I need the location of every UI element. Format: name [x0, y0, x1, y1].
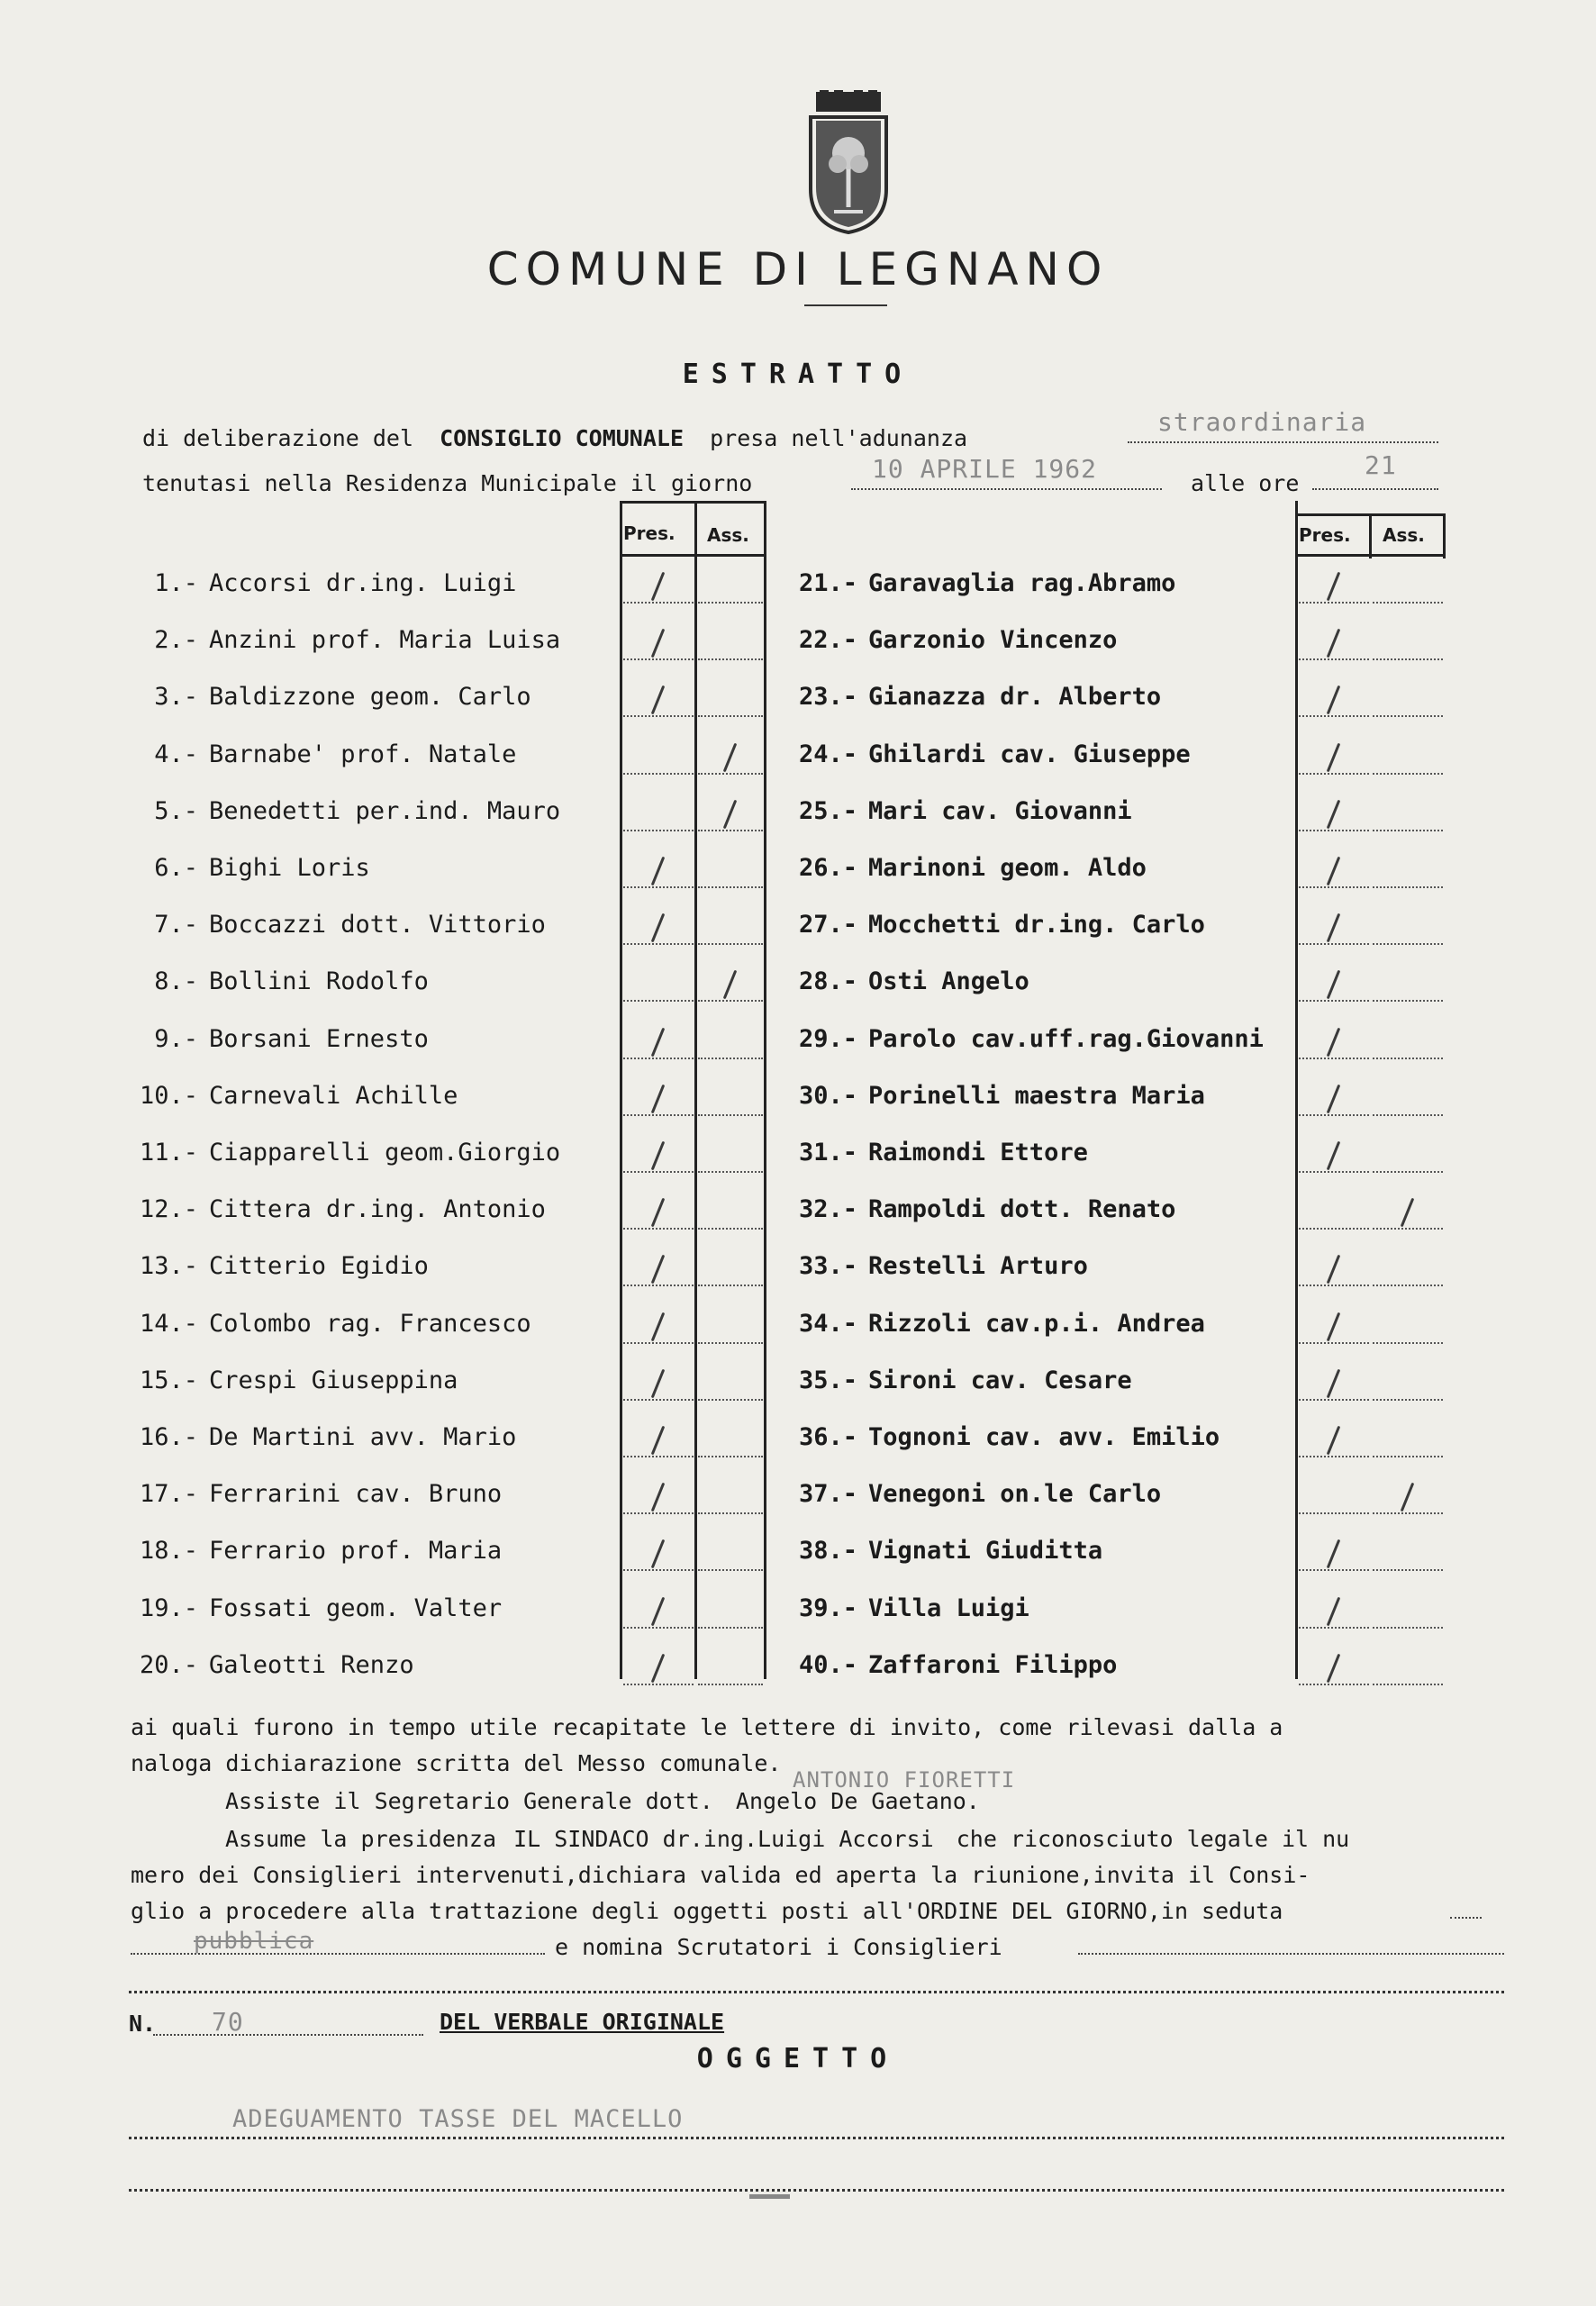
member-row-right — [775, 1594, 1029, 1622]
member-number: 7.- — [154, 911, 198, 940]
member-name: Bollini Rodolfo — [209, 967, 429, 996]
divider-1 — [129, 1991, 1504, 1993]
member-row-right — [775, 740, 1191, 768]
ass-cell — [1373, 1569, 1443, 1571]
member-name: Mocchetti dr.ing. Carlo — [868, 911, 1205, 940]
check-mark-icon — [651, 1653, 666, 1683]
ass-cell — [698, 715, 763, 717]
member-name: Zaffaroni Filippo — [868, 1650, 1118, 1679]
check-mark-icon — [651, 1426, 666, 1456]
invitation-line-2: naloga dichiarazione scritta del Messo comunale. — [131, 1750, 782, 1776]
pres-cell — [623, 602, 694, 604]
hour-field — [1312, 483, 1438, 490]
ass-cell — [698, 1456, 763, 1457]
member-number: 27.- — [798, 911, 857, 940]
pres-cell — [1299, 1684, 1369, 1685]
ass-cell — [698, 1114, 763, 1116]
member-number: 10.- — [139, 1081, 198, 1110]
pres-cell — [623, 886, 694, 888]
left-header-bottom — [620, 554, 766, 557]
ass-cell — [1373, 1684, 1443, 1685]
ass-cell — [698, 1512, 763, 1514]
intro-location: tenutasi nella Residenza Municipale il giorno — [142, 470, 753, 496]
verbale-label: DEL VERBALE ORIGINALE — [440, 2009, 725, 2035]
member-name: Cittera dr.ing. Antonio — [209, 1195, 546, 1224]
ass-cell — [698, 1627, 763, 1629]
left-ass-header: Ass. — [707, 524, 749, 546]
member-row-left — [119, 1594, 502, 1622]
member-number: 24.- — [798, 740, 857, 768]
pres-cell — [1299, 1456, 1369, 1457]
member-name: Carnevali Achille — [209, 1081, 458, 1110]
right-header-top — [1295, 513, 1446, 516]
member-row-right — [775, 1025, 1264, 1053]
check-mark-icon — [1327, 1312, 1341, 1341]
member-name: Crespi Giuseppina — [209, 1366, 458, 1394]
member-number: 8.- — [154, 967, 198, 996]
member-name: Citterio Egidio — [209, 1252, 429, 1281]
pres-cell — [1299, 1000, 1369, 1002]
member-number: 16.- — [139, 1423, 198, 1451]
member-name: Raimondi Ettore — [868, 1139, 1088, 1167]
member-name: Accorsi dr.ing. Luigi — [209, 569, 517, 597]
member-number: 40.- — [798, 1650, 857, 1679]
secretary-prefix: Assiste il Segretario Generale dott. — [225, 1788, 713, 1814]
member-name: Ghilardi cav. Giuseppe — [868, 740, 1191, 768]
member-row-right — [775, 1195, 1175, 1223]
pres-cell — [1299, 1399, 1369, 1401]
member-number: 9.- — [154, 1024, 198, 1053]
check-mark-icon — [1327, 1539, 1341, 1569]
check-mark-icon — [651, 1596, 666, 1626]
right-grid-line-1 — [1295, 501, 1298, 1679]
ass-cell — [698, 1058, 763, 1059]
session-field — [1128, 436, 1438, 443]
member-name: Bighi Loris — [209, 854, 370, 882]
member-row-right — [775, 1252, 1088, 1280]
member-row-left — [119, 1082, 458, 1110]
check-mark-icon — [1327, 1653, 1341, 1683]
ass-cell — [698, 1569, 763, 1571]
member-name: Venegoni on.le Carlo — [868, 1480, 1162, 1509]
pres-cell — [1299, 1569, 1369, 1571]
check-mark-icon — [651, 1255, 666, 1285]
member-number: 6.- — [154, 854, 198, 882]
ass-cell — [698, 1000, 763, 1002]
member-name: Villa Luigi — [868, 1593, 1029, 1622]
member-name: Boccazzi dott. Vittorio — [209, 911, 546, 940]
president-line — [225, 1821, 1576, 1857]
left-grid-line-2 — [694, 501, 697, 1679]
oggetto-line-1 — [129, 2137, 1504, 2139]
session-type-stamp: straordinaria — [1157, 407, 1367, 437]
oggetto-line-2 — [129, 2189, 1504, 2192]
member-number: 4.- — [154, 740, 198, 768]
intro-line-1 — [142, 425, 967, 451]
member-number: 19.- — [139, 1593, 198, 1622]
member-number: 12.- — [139, 1195, 198, 1224]
pres-cell — [1299, 830, 1369, 831]
member-name: Rampoldi dott. Renato — [868, 1195, 1176, 1224]
member-row-right — [775, 1366, 1132, 1394]
pres-cell — [623, 1342, 694, 1344]
check-mark-icon — [723, 742, 738, 772]
check-mark-icon — [651, 1539, 666, 1569]
member-number: 2.- — [154, 626, 198, 655]
check-mark-icon — [651, 629, 666, 658]
member-number: 30.- — [798, 1081, 857, 1110]
member-name: Porinelli maestra Maria — [868, 1081, 1205, 1110]
member-name: Garzonio Vincenzo — [868, 626, 1118, 655]
president-line-2: mero dei Consiglieri intervenuti,dichiara valida ed aperta la riunione,invita il Consi- — [131, 1862, 1310, 1888]
check-mark-icon — [1327, 857, 1341, 886]
member-name: Vignati Giuditta — [868, 1537, 1103, 1566]
member-name: Borsani Ernesto — [209, 1024, 429, 1053]
member-number: 33.- — [798, 1252, 857, 1281]
member-number: 38.- — [798, 1537, 857, 1566]
secretary-name: Angelo De Gaetano. — [735, 1788, 980, 1814]
president-name: IL SINDACO dr.ing.Luigi Accorsi — [513, 1826, 934, 1852]
hour-stamp: 21 — [1365, 450, 1397, 480]
seduta-field — [131, 1947, 545, 1955]
ass-cell — [698, 943, 763, 945]
check-mark-icon — [651, 1368, 666, 1398]
pres-cell — [623, 1684, 694, 1685]
member-number: 36.- — [798, 1423, 857, 1451]
oggetto-label: OGGETTO — [696, 2043, 900, 2074]
check-mark-icon — [1327, 1255, 1341, 1285]
pres-cell — [623, 773, 694, 775]
member-name: Parolo cav.uff.rag.Giovanni — [868, 1024, 1264, 1053]
member-row-right — [775, 1310, 1205, 1338]
member-number: 5.- — [154, 796, 198, 825]
president-prefix: Assume la presidenza — [225, 1826, 497, 1852]
member-number: 1.- — [154, 569, 198, 597]
ass-cell — [1373, 1627, 1443, 1629]
check-mark-icon — [723, 799, 738, 829]
president-line-3: glio a procedere alla trattazione degli oggetti posti all'ORDINE DEL GIORNO,in seduta — [131, 1898, 1283, 1924]
check-mark-icon — [723, 970, 738, 1000]
member-number: 21.- — [798, 569, 857, 597]
verbale-number-label: N. — [129, 2011, 157, 2037]
check-mark-icon — [1327, 742, 1341, 772]
seduta-stamp: pubblica — [194, 1928, 314, 1955]
member-name: Mari cav. Giovanni — [868, 796, 1132, 825]
member-number: 15.- — [139, 1366, 198, 1394]
pres-cell — [623, 943, 694, 945]
member-number: 28.- — [798, 967, 857, 996]
check-mark-icon — [651, 1312, 666, 1341]
ass-cell — [1373, 773, 1443, 775]
check-mark-icon — [1327, 1084, 1341, 1113]
member-number: 31.- — [798, 1139, 857, 1167]
member-row-left — [119, 1195, 546, 1223]
pres-cell — [1299, 1228, 1369, 1230]
member-row-left — [119, 1139, 560, 1167]
ass-cell — [698, 1399, 763, 1401]
ass-cell — [1373, 943, 1443, 945]
member-name: Marinoni geom. Aldo — [868, 854, 1147, 882]
member-number: 17.- — [139, 1480, 198, 1509]
member-row-left — [119, 1480, 502, 1508]
check-mark-icon — [1327, 1141, 1341, 1171]
check-mark-icon — [1327, 970, 1341, 1000]
right-ass-header: Ass. — [1383, 524, 1425, 546]
member-row-left — [119, 1025, 429, 1053]
ass-cell — [1373, 830, 1443, 831]
pres-cell — [1299, 1627, 1369, 1629]
member-number: 32.- — [798, 1195, 857, 1224]
check-mark-icon — [1327, 799, 1341, 829]
member-row-left — [119, 1423, 516, 1451]
member-row-left — [119, 1252, 429, 1280]
left-pres-header: Pres. — [623, 522, 676, 544]
invitation-line-1: ai quali furono in tempo utile recapitate le lettere di invito, come rilevasi dalla a — [131, 1714, 1283, 1740]
ass-cell — [1373, 602, 1443, 604]
member-number: 39.- — [798, 1593, 857, 1622]
ass-cell — [1373, 1000, 1443, 1002]
check-mark-icon — [651, 857, 666, 886]
member-name: Sironi cav. Cesare — [868, 1366, 1132, 1394]
date-stamp: 10 APRILE 1962 — [872, 454, 1098, 484]
member-name: Gianazza dr. Alberto — [868, 683, 1162, 712]
pres-cell — [1299, 1058, 1369, 1059]
ass-cell — [1373, 658, 1443, 660]
pres-cell — [623, 830, 694, 831]
check-mark-icon — [1327, 1426, 1341, 1456]
member-row-right — [775, 1423, 1220, 1451]
member-row-right — [775, 797, 1132, 825]
member-number: 11.- — [139, 1139, 198, 1167]
member-row-right — [775, 1480, 1161, 1508]
member-number: 3.- — [154, 683, 198, 712]
pres-cell — [1299, 943, 1369, 945]
member-number: 29.- — [798, 1024, 857, 1053]
member-row-right — [775, 1082, 1205, 1110]
document-type: ESTRATTO — [682, 359, 914, 390]
pres-cell — [623, 1569, 694, 1571]
member-row-left — [119, 1651, 414, 1679]
verbale-number-stamp: 70 — [212, 2007, 244, 2037]
member-number: 23.- — [798, 683, 857, 712]
member-name: Garavaglia rag.Abramo — [868, 569, 1176, 597]
member-name: Osti Angelo — [868, 967, 1029, 996]
check-mark-icon — [1401, 1483, 1415, 1512]
seduta-end-dots — [1450, 1911, 1482, 1919]
ass-cell — [698, 1285, 763, 1286]
member-name: Anzini prof. Maria Luisa — [209, 626, 561, 655]
member-name: Galeotti Renzo — [209, 1650, 414, 1679]
check-mark-icon — [1327, 1596, 1341, 1626]
ass-cell — [1373, 886, 1443, 888]
pres-cell — [623, 1456, 694, 1457]
ass-cell — [698, 1228, 763, 1230]
ass-cell — [698, 830, 763, 831]
verbale-number-field — [153, 2029, 423, 2036]
check-mark-icon — [651, 1141, 666, 1171]
member-name: Colombo rag. Francesco — [209, 1309, 531, 1338]
member-name: De Martini avv. Mario — [209, 1423, 517, 1451]
member-row-right — [775, 1537, 1102, 1565]
check-mark-icon — [1327, 572, 1341, 602]
pres-cell — [623, 1000, 694, 1002]
ass-cell — [1373, 1058, 1443, 1059]
member-row-left — [119, 626, 560, 654]
ass-cell — [698, 1342, 763, 1344]
member-row-left — [119, 683, 531, 711]
check-mark-icon — [651, 1198, 666, 1228]
member-row-left — [119, 740, 516, 768]
member-row-left — [119, 967, 429, 995]
right-pres-header: Pres. — [1299, 524, 1351, 546]
member-name: Ferrarini cav. Bruno — [209, 1480, 503, 1509]
pres-cell — [1299, 1114, 1369, 1116]
ass-cell — [1373, 1114, 1443, 1116]
check-mark-icon — [1327, 685, 1341, 715]
pres-cell — [1299, 1342, 1369, 1344]
pres-cell — [1299, 773, 1369, 775]
pres-cell — [623, 715, 694, 717]
check-mark-icon — [651, 1483, 666, 1512]
check-mark-icon — [1327, 1368, 1341, 1398]
pres-cell — [623, 1114, 694, 1116]
member-name: Baldizzone geom. Carlo — [209, 683, 531, 712]
member-row-left — [119, 1366, 458, 1394]
member-row-left — [119, 569, 516, 597]
pres-cell — [623, 1512, 694, 1514]
pres-cell — [1299, 1171, 1369, 1173]
pres-cell — [1299, 1285, 1369, 1286]
municipality-title: COMUNE DI LEGNANO — [486, 243, 1110, 295]
member-number: 34.- — [798, 1309, 857, 1338]
check-mark-icon — [651, 913, 666, 943]
member-name: Barnabe' prof. Natale — [209, 740, 517, 768]
member-number: 14.- — [139, 1309, 198, 1338]
member-row-right — [775, 569, 1175, 597]
check-mark-icon — [651, 1027, 666, 1057]
ass-cell — [698, 602, 763, 604]
member-name: Ciapparelli geom.Giorgio — [209, 1139, 561, 1167]
member-name: Benedetti per.ind. Mauro — [209, 796, 561, 825]
ass-cell — [698, 658, 763, 660]
member-number: 37.- — [798, 1480, 857, 1509]
ass-cell — [1373, 1456, 1443, 1457]
pres-cell — [1299, 886, 1369, 888]
ass-cell — [1373, 1171, 1443, 1173]
member-number: 18.- — [139, 1537, 198, 1566]
member-row-right — [775, 1139, 1088, 1167]
check-mark-icon — [651, 1084, 666, 1113]
pres-cell — [623, 1399, 694, 1401]
ass-cell — [698, 773, 763, 775]
member-name: Ferrario prof. Maria — [209, 1537, 503, 1566]
member-name: Tognoni cav. avv. Emilio — [868, 1423, 1220, 1451]
check-mark-icon — [1401, 1198, 1415, 1228]
member-row-right — [775, 683, 1161, 711]
title-underline — [804, 304, 887, 306]
member-name: Restelli Arturo — [868, 1252, 1088, 1281]
intro-prefix: di deliberazione del — [142, 425, 414, 451]
member-row-left — [119, 911, 546, 939]
pres-cell — [623, 1058, 694, 1059]
ass-cell — [698, 1171, 763, 1173]
left-grid-line-1 — [620, 501, 622, 1679]
ass-cell — [1373, 715, 1443, 717]
pres-cell — [623, 1228, 694, 1230]
member-number: 22.- — [798, 626, 857, 655]
check-mark-icon — [651, 572, 666, 602]
pres-cell — [623, 658, 694, 660]
check-mark-icon — [651, 685, 666, 715]
member-row-right — [775, 967, 1029, 995]
intro-line-2 — [142, 470, 752, 496]
member-row-left — [119, 854, 370, 882]
scrutatori-line: e nomina Scrutatori i Consiglieri — [555, 1934, 1002, 1960]
ass-cell — [698, 886, 763, 888]
member-name: Fossati geom. Valter — [209, 1593, 503, 1622]
ass-cell — [698, 1684, 763, 1685]
right-grid-line-3 — [1443, 513, 1446, 558]
right-grid-line-2 — [1369, 513, 1372, 558]
oggetto-mark — [749, 2194, 790, 2199]
member-number: 20.- — [139, 1650, 198, 1679]
date-field — [851, 483, 1162, 490]
intro-mid: presa nell'adunanza — [710, 425, 968, 451]
member-row-left — [119, 1537, 502, 1565]
municipal-crest-icon — [807, 90, 890, 234]
check-mark-icon — [1327, 913, 1341, 943]
pres-cell — [1299, 1512, 1369, 1514]
member-name: Rizzoli cav.p.i. Andrea — [868, 1309, 1205, 1338]
member-number: 26.- — [798, 854, 857, 882]
check-mark-icon — [1327, 629, 1341, 658]
member-number: 25.- — [798, 796, 857, 825]
ass-cell — [1373, 1399, 1443, 1401]
secretary-stamp: ANTONIO FIORETTI — [793, 1767, 1016, 1793]
ass-cell — [1373, 1512, 1443, 1514]
member-row-left — [119, 797, 560, 825]
member-number: 35.- — [798, 1366, 857, 1394]
pres-cell — [623, 1285, 694, 1286]
oggetto-stamp: ADEGUAMENTO TASSE DEL MACELLO — [232, 2105, 684, 2133]
member-row-right — [775, 854, 1147, 882]
member-number: 13.- — [139, 1252, 198, 1281]
pres-cell — [1299, 658, 1369, 660]
pres-cell — [623, 1171, 694, 1173]
pres-cell — [1299, 715, 1369, 717]
member-row-right — [775, 626, 1117, 654]
left-header-top — [620, 501, 766, 504]
president-rest: che riconosciuto legale il nu — [956, 1826, 1350, 1852]
check-mark-icon — [1327, 1027, 1341, 1057]
pres-cell — [623, 1627, 694, 1629]
right-header-bottom — [1295, 554, 1446, 557]
ass-cell — [1373, 1228, 1443, 1230]
scrutatori-field — [1078, 1947, 1504, 1955]
ass-cell — [1373, 1342, 1443, 1344]
hour-label: alle ore — [1191, 470, 1300, 496]
member-row-right — [775, 911, 1205, 939]
ass-cell — [1373, 1285, 1443, 1286]
pres-cell — [1299, 602, 1369, 604]
left-grid-line-3 — [764, 501, 766, 1679]
member-row-left — [119, 1310, 531, 1338]
member-row-right — [775, 1651, 1117, 1679]
council-body: CONSIGLIO COMUNALE — [440, 425, 685, 451]
